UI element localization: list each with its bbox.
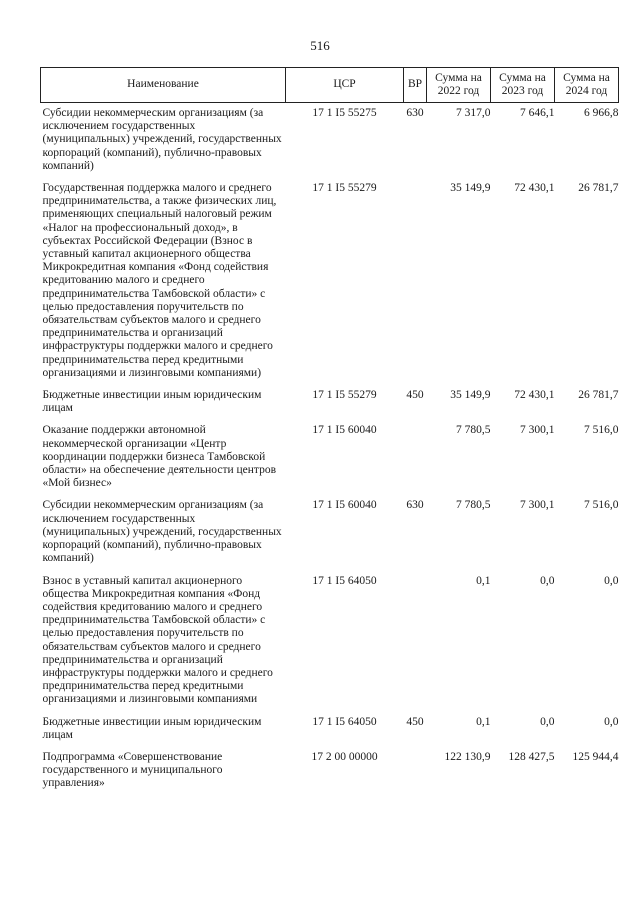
table-row (41, 747, 619, 796)
header-sum-2022-line2: 2022 год (437, 85, 480, 97)
header-name: Наименование (41, 68, 286, 103)
row-sum-2024: 7 516,0 (584, 499, 619, 512)
table-header-row (41, 68, 619, 103)
row-name: Государственная поддержка малого и среднего предпринимательства, а также физических лиц, применяющих специальный налоговый режим «Налог на профессиональный доход», в субъектах Российской Федерации (Взнос в уставный капитал акционерного общества Микрокредитная компания «Фонд содействия кредитованию малого и среднего предпринимательства Тамбовской области» с целью предоставления поручительств по обязательствам субъектов малого и среднего предпринимательства и организаций инфраструктуры поддержки малого и среднего предпринимательства перед кредитными организациями и лизинговыми компаниями) (42, 182, 277, 379)
row-name: Субсидии некоммерческим организациям (за исключением государственных (муниципальных) учреждений, государственных корпораций (компаний), публично-правовых компаний) (42, 499, 282, 565)
table-row (41, 385, 619, 420)
row-sum-2024: 26 781,7 (578, 182, 619, 195)
row-vr (404, 571, 427, 712)
row-sum-2023: 128 427,5 (508, 750, 555, 763)
row-name: Взнос в уставный капитал акционерного общества Микрокредитная компания «Фонд содействия кредитованию малого и среднего предпринимательства Тамбовской области» с целью предоставления поручительств по обязательствам субъектов малого и среднего предпринимательства и организаций инфраструктуры поддержки малого и среднего предпринимательства перед кредитными организациями и лизинговыми компаниями (42, 574, 273, 706)
header-csr: ЦСР (286, 68, 404, 103)
row-csr: 17 1 I5 64050 (312, 574, 377, 587)
row-sum-2024: 6 966,8 (584, 107, 619, 119)
header-sum-2023 (491, 68, 555, 103)
row-sum-2022: 0,1 (476, 574, 491, 587)
row-name: Субсидии некоммерческим организациям (за исключением государственных (муниципальных) учреждений, государственных корпораций (компаний), публично-правовых компаний) (42, 107, 282, 172)
row-vr: 630 (406, 499, 424, 512)
row-sum-2022: 35 149,9 (450, 182, 491, 195)
table-row (41, 103, 619, 179)
row-vr: 630 (406, 107, 424, 119)
table-row (41, 420, 619, 495)
row-sum-2023: 0,0 (540, 715, 555, 728)
header-sum-2023-line2: 2023 год (501, 85, 544, 97)
row-sum-2022: 7 780,5 (456, 424, 491, 437)
row-name: Бюджетные инвестиции иным юридическим лицам (42, 715, 262, 741)
row-sum-2022: 7 317,0 (456, 107, 491, 119)
header-sum-2024 (555, 68, 619, 103)
row-csr: 17 1 I5 55279 (312, 389, 377, 402)
row-name: Подпрограмма «Совершенствование государственного и муниципального управления» (42, 750, 223, 790)
header-sum-2023-line1: Сумма на (499, 71, 546, 84)
row-sum-2023: 0,0 (540, 574, 555, 587)
row-csr: 17 1 I5 60040 (312, 499, 377, 512)
row-vr: 450 (406, 715, 424, 728)
row-sum-2024: 125 944,4 (572, 750, 619, 763)
header-sum-2024-line1: Сумма на (563, 71, 610, 84)
row-csr: 17 1 I5 64050 (312, 715, 377, 728)
row-sum-2023: 72 430,1 (514, 389, 555, 402)
row-sum-2022: 122 130,9 (444, 750, 491, 763)
header-vr: ВР (404, 68, 427, 103)
table-row (41, 712, 619, 747)
row-sum-2023: 7 300,1 (520, 424, 555, 437)
row-sum-2023: 72 430,1 (514, 182, 555, 195)
row-sum-2022: 7 780,5 (456, 499, 491, 512)
row-vr: 450 (406, 389, 424, 402)
row-name: Оказание поддержки автономной некоммерческой организации «Центр координации поддержки бизнеса Тамбовской области» на обеспечение деятельности центров «Мой бизнес» (42, 424, 277, 490)
row-sum-2023: 7 300,1 (520, 499, 555, 512)
row-vr (404, 747, 427, 796)
row-sum-2023: 7 646,1 (520, 107, 555, 119)
row-vr (404, 178, 427, 385)
row-csr: 17 1 I5 55279 (312, 182, 377, 195)
table-row (41, 495, 619, 570)
row-csr: 17 2 00 00000 (311, 750, 378, 763)
page-number: 516 (310, 38, 330, 53)
header-sum-2024-line2: 2024 год (565, 85, 608, 97)
row-csr: 17 1 I5 55275 (312, 107, 377, 119)
row-sum-2024: 26 781,7 (578, 389, 619, 402)
row-sum-2024: 0,0 (604, 715, 619, 728)
row-sum-2024: 0,0 (604, 574, 619, 587)
row-csr: 17 1 I5 60040 (312, 424, 377, 437)
budget-table (40, 67, 619, 796)
row-sum-2022: 35 149,9 (450, 389, 491, 402)
row-sum-2022: 0,1 (476, 715, 491, 728)
row-name: Бюджетные инвестиции иным юридическим лицам (42, 389, 262, 415)
row-vr (404, 420, 427, 495)
header-sum-2022-line1: Сумма на (435, 71, 482, 84)
row-sum-2024: 7 516,0 (584, 424, 619, 437)
table-row (41, 571, 619, 712)
header-sum-2022 (427, 68, 491, 103)
table-row (41, 178, 619, 385)
